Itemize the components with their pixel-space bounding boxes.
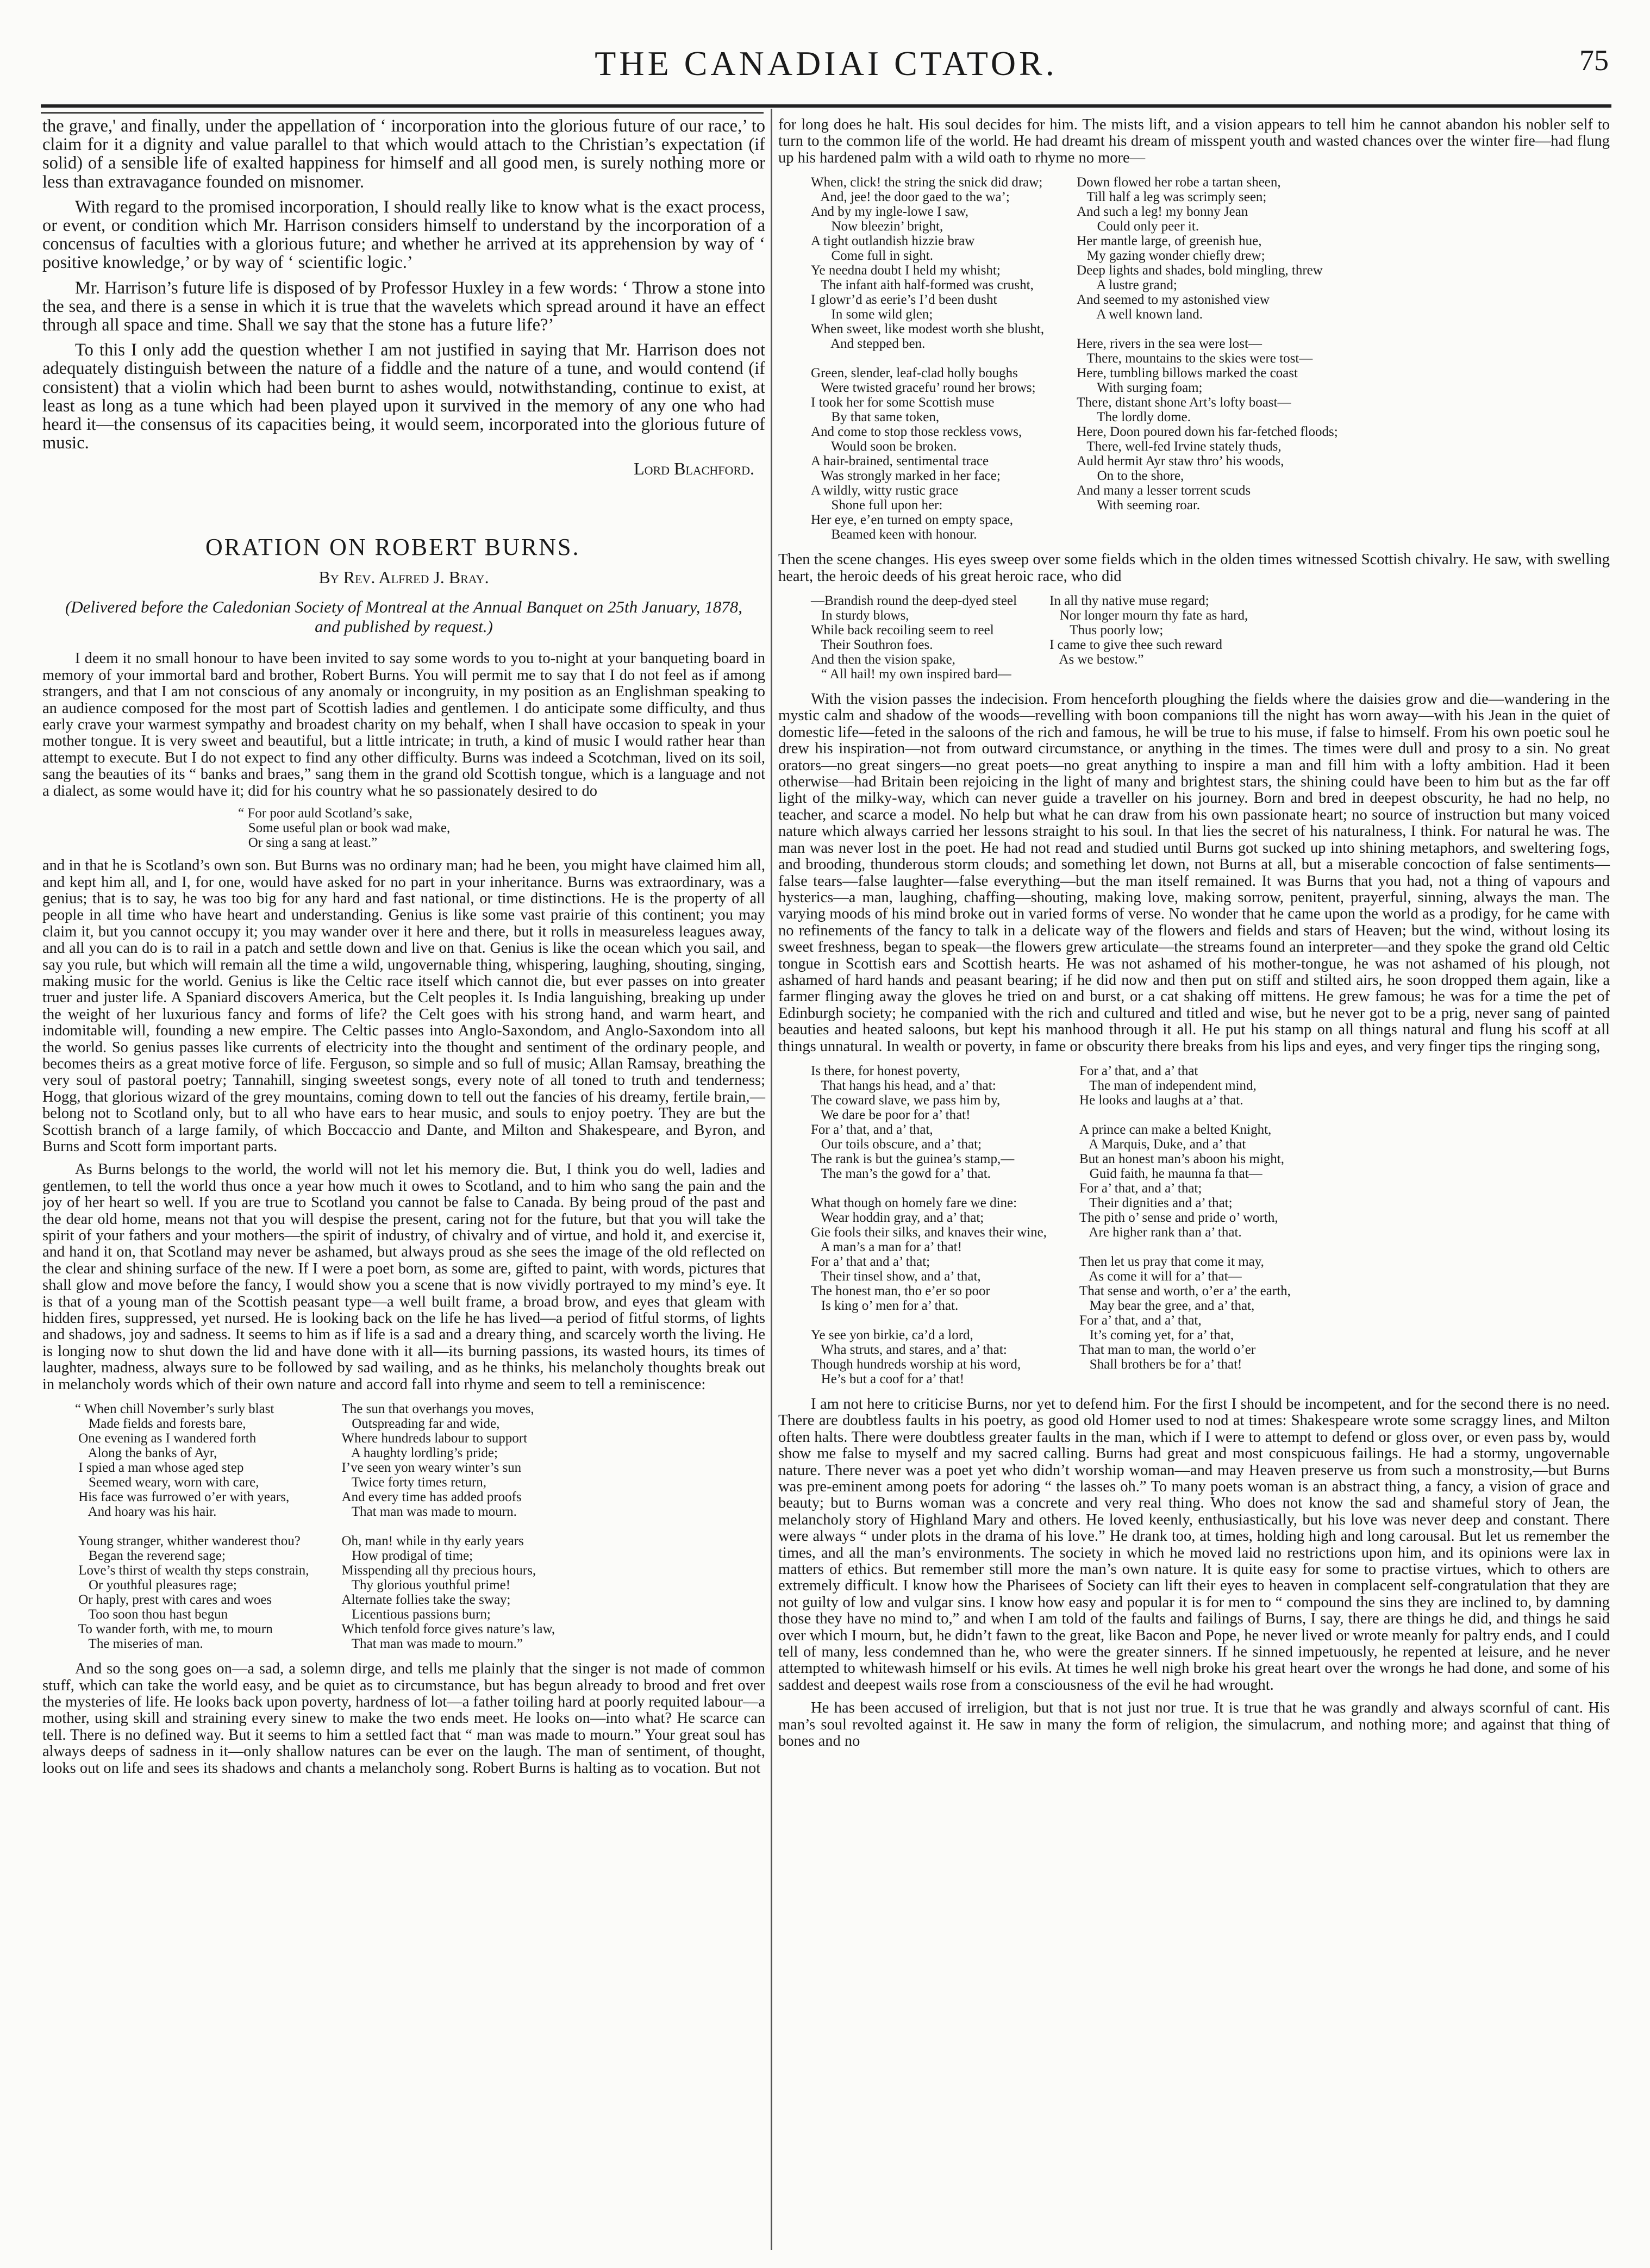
verse-column: “ When chill November’s surly blast Made fields and forests bare, One evening as I wandered forth Along the banks of Ayr, I spied a man whose aged step Seemed weary, worn with care, His face was furrowed o’er with years, And hoary was his hair. Young stranger, whither wanderest thou? Began the reverend sage; Love’s thirst of wealth thy steps constrain, Or youthful pleasures rage; Or haply, prest with cares and woes Too soon thou hast begun To wander forth, with me, to mourn The miseries of man. xyxy=(75,1402,309,1652)
page-number: 75 xyxy=(1579,44,1609,77)
paragraph: for long does he halt. His soul decides for him. The mists lift, and a vision appears to tell him he cannot abandon his nobler self to turn to the common life of the world. He had dreamt his dream of misspent youth and wasted chances over the winter fire—had flung up his hardened palm with a wild oath to rhyme no more— xyxy=(778,116,1610,166)
paragraph: I deem it no small honour to have been invited to say some words to you to-night at your banqueting board in memory of your immortal bard and brother, Robert Burns. You will permit me to say that I do not feel as if among strangers, and that I am not conscious of any anomaly or incongruity, in my position as an Englishman speaking to an audience composed for the most part of Scottish ladies and gentlemen. I do anticipate some difficulty, and thus early crave your warmest sympathy and broadest charity on my behalf, when I shall have occasion to speak in your mother tongue. It is very sweet and beautiful, but a little intricate; in truth, a kind of music I would rather hear than attempt to execute. But I do not expect to find any other difficulty. Burns was indeed a Scotchman, lived on its soil, sang the beauties of its “ banks and braes,” sang them in the grand old Scottish tongue, which is a language and not a dialect, as some would have it; did for his country what he so passionately desired to do xyxy=(42,650,765,799)
verse-column: When, click! the string the snick did draw; And, jee! the door gaed to the wa’; And by my ingle-lowe I saw, Now bleezin’ bright, A tight outlandish hizzie braw Come full in sight. Ye needna doubt I held my whisht; The infant aith half-formed was crusht, I glowr’d as eerie’s I’d been dusht In some wild glen; When sweet, like modest worth she blusht, And stepped ben. Green, slender, leaf-clad holly boughs Were twisted gracefu’ round her brows; I took her for some Scottish muse By that same token, And come to stop those reckless vows, Would soon be broken. A hair-brained, sentimental trace Was strongly marked in her face; A wildly, witty rustic grace Shone full upon her: Her eye, e’en turned on empty space, Beamed keen with honour. xyxy=(811,175,1045,542)
author-signature: Lord Blachford. xyxy=(634,459,754,479)
verse-block xyxy=(811,1064,1610,1386)
left-column xyxy=(42,117,765,1783)
paragraph: With regard to the promised incorporation, I should really like to know what is the exact process, or event, or condition which Mr. Harrison considers himself to understand by the incorporation of a concensus of faculties with a glorious future; and whether he arrived at its apprehension by way of ‘ positive knowledge,’ or by way of ‘ scientific logic.’ xyxy=(42,197,765,273)
paragraph: and in that he is Scotland’s own son. But Burns was no ordinary man; had he been, you might have claimed him all, and kept him all, and I, for one, would have asked for no part in your inheritance. Burns was extraordinary, was a genius; that is to say, he was too big for any hard and fast national, or time distinctions. He is the property of all people in all time who have heart and understanding. Genius is like some vast prairie of this continent; you may claim it, but you cannot occupy it; you may wander over it here and there, but it rolls in measureless leagues away, and all you can do is to rail in a patch and settle down and live on that. Genius is like the ocean which you sail, and say you rule, but which will remain all the time a wild, ungovernable thing, whispering, laughing, shouting, singing, making music for the world. Genius is like the Celtic race itself which cannot die, but ever passes on into greater truer and juster life. A Spaniard discovers America, but the Celt peoples it. Is India languishing, breaking up under the weight of her luxurious fancy and forms of life? the Celt goes with his strong hand, and warm heart, and indomitable will, founding a new empire. The Celtic passes into Anglo-Saxondom, and Anglo-Saxondom into all the world. So genius passes like currents of electricity into the thought and sentiment of the ordinary people, and becomes theirs as a great motive force of life. Ferguson, so simple and so full of music; Allan Ramsay, breathing the very soul of pastoral poetry; Tannahill, singing sweetest songs, every note of all toned to truth and tenderness; Hogg, that glorious wizard of the grey mountains, coming down to tell out the fancies of his dreamy, fertile brain,—belong not to Scotland only, but to all who have ears to hear music, and souls to enjoy poetry. They are but the Scottish branch of a large family, of which Boccaccio and Dante, and Milton and Shakespeare, and Byron, and Burns and Scott form important parts. xyxy=(42,857,765,1155)
masthead xyxy=(43,38,1609,103)
verse-column: The sun that overhangs you moves, Outspreading far and wide, Where hundreds labour to support A haughty lordling’s pride; I’ve seen yon weary winter’s sun Twice forty times return, And every time has added proofs That man was made to mourn. Oh, man! while in thy early years How prodigal of time; Misspending all thy precious hours, Thy glorious youthful prime! Alternate follies take the sway; Licentious passions burn; Which tenfold force gives nature’s law, That man was made to mourn.” xyxy=(341,1402,555,1652)
delivery-note: (Delivered before the Caledonian Society of Montreal at the Annual Banquet on 25th January, 1878, and published by request.) xyxy=(65,597,743,636)
verse-block xyxy=(811,175,1610,542)
paragraph: I am not here to criticise Burns, nor yet to defend him. For the first I should be incompetent, and for the second there is no need. There are doubtless faults in his poetry, as good old Homer used to nod at times: Shakespeare wrote some scraggy lines, and Milton often halts. There were doubtless greater faults in the man, which if I were to attempt to defend or gloss over, or even pass by, would show me false to myself and my sacred calling. Burns had great and most conspicuous failings. He had a stormy, ungovernable nature. There never was a poet yet who didn’t worship woman—and may Heaven preserve us from such a monstrosity,—but Burns was pre-eminent among poets for adoring “ the lasses oh.” To many poets woman is an abstract thing, a fancy, a vision of grace and beauty; but to Burns woman was a concrete and very real thing. Who does not know the sad and shameful story of Jean, the melancholy story of Highland Mary and others. He loved keenly, enthusiastically, but his love was never deep and constant. There were always “ under plots in the drama of his love.” He drank too, at times, holding high and long carousal. But let us remember the times, and all the man’s environments. The society in which he moved laid no restrictions upon him, and its opinions were lax in matters of ethics. But remember still more the man’s own nature. It is quite easy for some to practise virtues, which to others are extremely difficult. I know how the Pharisees of Society can lift their eyes to heaven in complacent self-congratulation that they are not guilty of low and vulgar sins. I know how easy and popular it is for men to “ compound the sins they are inclined to, by damning those they have no mind to,” and when I am told of the faults and failings of Burns, I say, there are things he did, and things he said over which I mourn, but, he didn’t fawn to the great, like Bacon and Pope, he never lived or wrote meanly for paltry ends, and I could tell of many, less condemned than he, who were the greater sinners. If he sinned impetuously, he repented at leisure, and he never attempted to whitewash himself or his evils. At times he well nigh broke his great heart over the wrongs he had done, and some of his saddest and deepest wails rose from a consciousness of the evil he had wrought. xyxy=(778,1395,1610,1694)
verse-column: Down flowed her robe a tartan sheen, Till half a leg was scrimply seen; And such a leg! my bonny Jean Could only peer it. Her mantle large, of greenish hue, My gazing wonder chiefly drew; Deep lights and shades, bold mingling, threw A lustre grand; And seemed to my astonished view A well known land. Here, rivers in the sea were lost— There, mountains to the skies were tost— Here, tumbling billows marked the coast With surging foam; There, distant shone Art’s lofty boast— The lordly dome. Here, Doon poured down his far-fetched floods; There, well-fed Irvine stately thuds, Auld hermit Ayr staw thro’ his woods, On to the shore, And many a lesser torrent scuds With seeming roar. xyxy=(1077,175,1338,513)
paragraph: Mr. Harrison’s future life is disposed of by Professor Huxley in a few words: ‘ Throw a stone into the sea, and there is a sense in which it is true that the wavelets which spread around it have an effect through all space and time. Shall we say that the stone has a future life?’ xyxy=(42,278,765,335)
header-rule-secondary xyxy=(41,112,764,114)
column-divider xyxy=(771,109,772,2250)
article-heading: ORATION ON ROBERT BURNS. xyxy=(205,534,580,561)
paragraph: the grave,' and finally, under the appellation of ‘ incorporation into the glorious future of our race,’ to claim for it a dignity and value parallel to that which would attach to the Christian’s expectation (if solid) of a sensible life of exalted happiness for himself and all good men, is surely nothing more or less than extravagance founded on misnomer. xyxy=(42,116,765,192)
verse-column: Is there, for honest poverty, That hangs his head, and a’ that: The coward slave, we pass him by, We dare be poor for a’ that! For a’ that, and a’ that, Our toils obscure, and a’ that; The rank is but the guinea’s stamp,— The man’s the gowd for a’ that. What though on homely fare we dine: Wear hoddin gray, and a’ that; Gie fools their silks, and knaves their wine, A man’s a man for a’ that! For a’ that and a’ that; Their tinsel show, and a’ that, The honest man, tho e’er so poor Is king o’ men for a’ that. Ye see yon birkie, ca’d a lord, Wha struts, and stares, and a’ that: Though hundreds worship at his word, He’s but a coof for a’ that! xyxy=(811,1063,1047,1386)
verse-column: —Brandish round the deep-dyed steel In sturdy blows, While back recoiling seem to reel Their Southron foes. And then the vision spake, “ All hail! my own inspired bard— xyxy=(811,593,1017,682)
header-rule xyxy=(41,104,1611,108)
verse-column: In all thy native muse regard; Nor longer mourn thy fate as hard, Thus poorly low; I came to give thee such reward As we bestow.” xyxy=(1049,593,1248,667)
paragraph: Then the scene changes. His eyes sweep over some fields which in the olden times witnessed Scottish chivalry. He saw, with swelling heart, the heroic deeds of his great heroic race, who did xyxy=(778,551,1610,585)
publication-title: THE CANADIAI CTATOR. xyxy=(595,44,1058,83)
verse-column: For a’ that, and a’ that The man of independent mind, He looks and laughs at a’ that. A prince can make a belted Knight, A Marquis, Duke, and a’ that But an honest man’s aboon his might, Guid faith, he maunna fa that— For a’ that, and a’ that; Their dignities and a’ that; The pith o’ sense and pride o’ worth, Are higher rank than a’ that. Then let us pray that come it may, As come it will for a’ that— That sense and worth, o’er a’ the earth, May bear the gree, and a’ that, For a’ that, and a’ that, It’s coming yet, for a’ that, That man to man, the world o’er Shall brothers be for a’ that! xyxy=(1079,1063,1291,1372)
paragraph: To this I only add the question whether I am not justified in saying that Mr. Harrison does not adequately distinguish between the nature of a fiddle and the nature of a tune, and would contend (if consistent) that a violin which had been burnt to ashes would, notwithstanding, continue to exist, at least as long as a tune which had been played upon it survived in the memory of any one who had heard it—the consensus of its capacities being, it would seem, incorporated into the glorious future of music. xyxy=(42,340,765,453)
right-column xyxy=(778,117,1610,1757)
article-byline: By Rev. Alfred J. Bray. xyxy=(318,567,489,588)
verse-block xyxy=(811,593,1610,682)
paragraph: And so the song goes on—a sad, a solemn dirge, and tells me plainly that the singer is not made of common stuff, which can take the world easy, and be quiet as to circumstance, but has begun already to brood and fret over the mysteries of life. He looks back upon poverty, hardness of lot—a father toiling hard at poorly requited labour—a mother, using skill and straining every sinew to make the two ends meet. He looks on—into what? He scarce can tell. There is no defined way. But it seems to him a settled fact that “ man was made to mourn.” Your great soul has always deeps of sadness in it—only shallow natures can be ever on the laugh. The man of sentiment, of thought, looks out on life and sees its shadows and chants a melancholy song. Robert Burns is halting as to vocation. But not xyxy=(42,1660,765,1777)
paragraph: As Burns belongs to the world, the world will not let his memory die. But, I think you do well, ladies and gentlemen, to tell the world thus once a year how much it owes to Scotland, and to him who sang the pain and the joy of her heart so well. If you are true to Scotland you cannot be false to Canada. By being proud of the past and the dear old home, means not that you will despise the present, caring not for the future, but that you will take the spirit of your fathers and your mothers—the spirit of industry, of chivalry and of virtue, and hold it, and exercise it, and hand it on, that Scotland may never be ashamed, but always proud as she sees the image of the old reflected on the clear and shining surface of the new. If I were a poet born, as some are, gifted to paint, with words, pictures that shall glow and move before the fancy, I would show you a scene that is now vividly portrayed to my mind’s eye. It is that of a young man of the Scottish peasant type—a well built frame, a broad brow, and eyes that gleam with hidden fires, suppressed, yet nursed. He is looking back on the life he has lived—a period of fitful storms, of lights and shadows, joy and sadness. It seems to him as if life is a sad and a dreary thing, and scarcely worth the living. He is longing now to shut down the lid and have done with it all—its burning passions, its wasted hours, its times of laughter, madness, always sure to be followed by sad wailing, and as he thinks, his melancholy thoughts break out in melancholy words which of their own nature and accord fall into rhyme and seem to tell a reminiscence: xyxy=(42,1161,765,1393)
paragraph: He has been accused of irreligion, but that is not just nor true. It is true that he was grandly and always scornful of cant. His man’s soul revolted against it. He saw in many the form of religion, the simulacrum, and nothing more; and against that thing of bones and no xyxy=(778,1700,1610,1750)
verse-quote: “ For poor auld Scotland’s sake, Some useful plan or book wad make, Or sing a sang at least.” xyxy=(238,806,451,851)
verse-block xyxy=(75,1402,765,1651)
paragraph: With the vision passes the indecision. From henceforth ploughing the fields where the daisies grow and die—wandering in the mystic calm and shadow of the woods—revelling with boon companions till the night has worn away—with his Jean in the quiet of domestic life—feted in the saloons of the rich and famous, he will be true to his muse, if false to himself. From his own poetic soul he drew his inspiration—not from outward circumstance, or anything in the times. The times were dull and prosy to a sin. No great orators—no great singers—no great poets—no great anything to inspire a man and fill him with a lofty ambition. Had it been otherwise—had Britain been rejoicing in the light of many and brightest stars, the shining could have been to him but as the far off light of the milky-way, which can never guide a traveller on his journey. Born and bred in deepest obscurity, he had no help, no teacher, and scarce a model. No help but what he can draw from his own passionate heart; no source of instruction but many voiced nature which always carried her lessons straight to his soul. In that lies the secret of his naturalness, I think. For natural he was. The man was never lost in the poet. He had not read and studied until Burns got sucked up into shining metaphors, and sweltering fogs, and brooding, thunderous storm clouds; and something let down, not Burns at all, but a miserable concoction of false sentiments—false tears—false laughter—false everything—but the man itself remained. It was Burns that you had, not a thing of vapours and hysterics—a man, laughing, chaffing—shouting, making love, making sorrow, penitent, prayerful, sinning, always the man. The varying moods of his mind broke out in varied forms of verse. No wonder that he came upon the world as a prodigy, for he came with no refinements of the fancy to talk in a delicate way of the flowers and fields and stars of Heaven; but the wind, without losing its sweet freshness, began to speak—the flowers grew articulate—the streams found an interpreter—and they spoke the grand old Celtic tongue in Scottish ears and Scottish hearts. He was not ashamed of his mother-tongue, he was not ashamed of his plough, not ashamed of hard hands and peasant bearing; if he did now and then put on stiff and stilted airs, he soon dropped them again, like a farmer flinging away the gloves he tried on and burst, or a cat shaking off mittens. He grew famous; he was for a time the pet of Edinburgh society; he companied with the rich and cultured and titled and wise, but he never got to be a prig, never sang of painted beauties and heated saloons, but kept his manhood through it all. He put his stamp on all things natural and flung his scoff at all things unnatural. In wealth or poverty, in fame or obscurity there breaks from his lips and eyes, and very finger tips the ringing song, xyxy=(778,691,1610,1055)
